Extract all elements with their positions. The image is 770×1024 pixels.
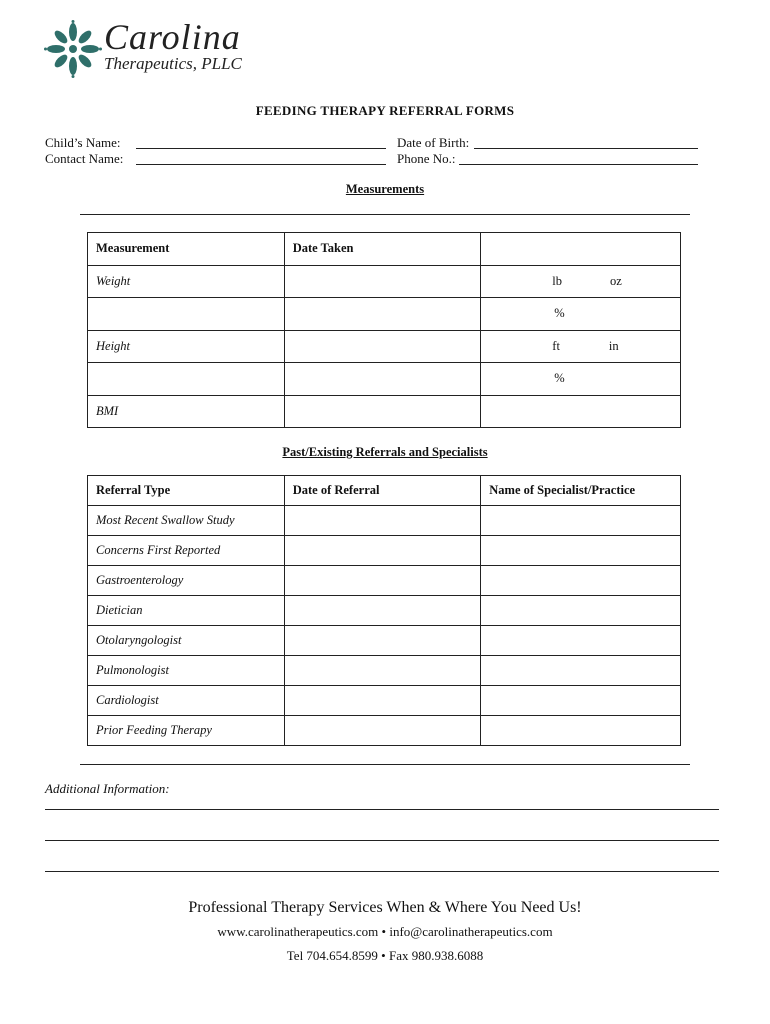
footer-tel-fax: Tel 704.654.8599 • Fax 980.938.6088 — [286, 948, 484, 963]
referral-type: Otolaryngologist — [88, 626, 285, 656]
company-logo — [44, 18, 264, 82]
measurement-label: Weight — [88, 265, 285, 298]
child-name-label: Child’s Name: — [45, 135, 121, 150]
specialist-cell[interactable] — [481, 716, 681, 746]
footer-tagline: Professional Therapy Services When & Where You Need Us! — [188, 899, 582, 916]
table-row — [88, 656, 681, 686]
additional-information-label: Additional Information: — [45, 781, 170, 796]
header-cell: Name of Specialist/Practice — [481, 476, 681, 506]
value-cell[interactable] — [481, 298, 681, 331]
referral-type: Prior Feeding Therapy — [88, 716, 285, 746]
measurements-table — [87, 232, 681, 428]
date-of-referral-cell[interactable] — [284, 656, 481, 686]
form-title: FEEDING THERAPY REFERRAL FORMS — [255, 103, 515, 118]
child-name-field[interactable] — [136, 148, 386, 149]
divider — [80, 764, 690, 765]
date-of-referral-cell[interactable] — [284, 566, 481, 596]
measurement-label: BMI — [88, 395, 285, 428]
header-cell: Date Taken — [284, 233, 481, 266]
table-row — [88, 536, 681, 566]
referrals-section-title: Past/Existing Referrals and Specialists — [282, 445, 488, 459]
table-row — [88, 506, 681, 536]
logo-name: Carolina — [104, 17, 241, 57]
header-cell: Referral Type — [88, 476, 285, 506]
specialist-cell[interactable] — [481, 566, 681, 596]
measurement-label: Height — [88, 330, 285, 363]
date-taken-cell[interactable] — [284, 265, 481, 298]
referral-type: Gastroenterology — [88, 566, 285, 596]
table-row — [88, 596, 681, 626]
divider — [80, 214, 690, 215]
date-of-birth-label: Date of Birth: — [397, 135, 470, 150]
table-row — [88, 298, 681, 331]
phone-no-label: Phone No.: — [397, 151, 456, 166]
table-row — [88, 626, 681, 656]
date-of-birth-field[interactable] — [474, 148, 698, 149]
date-taken-cell[interactable] — [284, 363, 481, 396]
unit-label: oz — [610, 273, 622, 288]
date-taken-cell[interactable] — [284, 330, 481, 363]
value-cell[interactable] — [481, 395, 681, 428]
date-of-referral-cell[interactable] — [284, 536, 481, 566]
date-of-referral-cell[interactable] — [284, 506, 481, 536]
referral-type: Concerns First Reported — [88, 536, 285, 566]
table-header-row — [88, 233, 681, 266]
table-row — [88, 363, 681, 396]
specialist-cell[interactable] — [481, 686, 681, 716]
date-of-referral-cell[interactable] — [284, 686, 481, 716]
contact-name-field[interactable] — [136, 164, 386, 165]
specialist-cell[interactable] — [481, 626, 681, 656]
date-of-referral-cell[interactable] — [284, 716, 481, 746]
unit-label: % — [554, 306, 565, 321]
measurement-label — [88, 298, 285, 331]
footer-web-email: www.carolinatherapeutics.com • info@carolinatherapeutics.com — [217, 924, 553, 939]
header-cell: Date of Referral — [284, 476, 481, 506]
flower-logo-icon — [44, 20, 102, 78]
unit-label: lb — [552, 273, 563, 288]
table-row — [88, 330, 681, 363]
value-cell[interactable] — [481, 265, 681, 298]
table-row — [88, 265, 681, 298]
referrals-table — [87, 475, 681, 746]
table-row — [88, 686, 681, 716]
additional-info-line[interactable] — [45, 840, 719, 841]
specialist-cell[interactable] — [481, 536, 681, 566]
specialist-cell[interactable] — [481, 506, 681, 536]
specialist-cell[interactable] — [481, 596, 681, 626]
referral-type: Dietician — [88, 596, 285, 626]
table-header-row — [88, 476, 681, 506]
referral-type: Cardiologist — [88, 686, 285, 716]
referral-type: Pulmonologist — [88, 656, 285, 686]
date-of-referral-cell[interactable] — [284, 626, 481, 656]
unit-label: ft — [552, 338, 560, 353]
table-row — [88, 566, 681, 596]
date-taken-cell[interactable] — [284, 298, 481, 331]
phone-no-field[interactable] — [459, 164, 698, 165]
header-cell — [481, 233, 681, 266]
value-cell[interactable] — [481, 330, 681, 363]
measurement-label — [88, 363, 285, 396]
date-of-referral-cell[interactable] — [284, 596, 481, 626]
table-row — [88, 395, 681, 428]
specialist-cell[interactable] — [481, 656, 681, 686]
unit-label: in — [608, 338, 619, 353]
value-cell[interactable] — [481, 363, 681, 396]
unit-label: % — [554, 371, 565, 386]
additional-info-line[interactable] — [45, 871, 719, 872]
header-cell: Measurement — [88, 233, 285, 266]
referral-type: Most Recent Swallow Study — [88, 506, 285, 536]
additional-info-line[interactable] — [45, 809, 719, 810]
logo-subtitle: Therapeutics, PLLC — [104, 54, 242, 73]
table-row — [88, 716, 681, 746]
date-taken-cell[interactable] — [284, 395, 481, 428]
measurements-section-title: Measurements — [345, 182, 425, 196]
contact-name-label: Contact Name: — [45, 151, 124, 166]
